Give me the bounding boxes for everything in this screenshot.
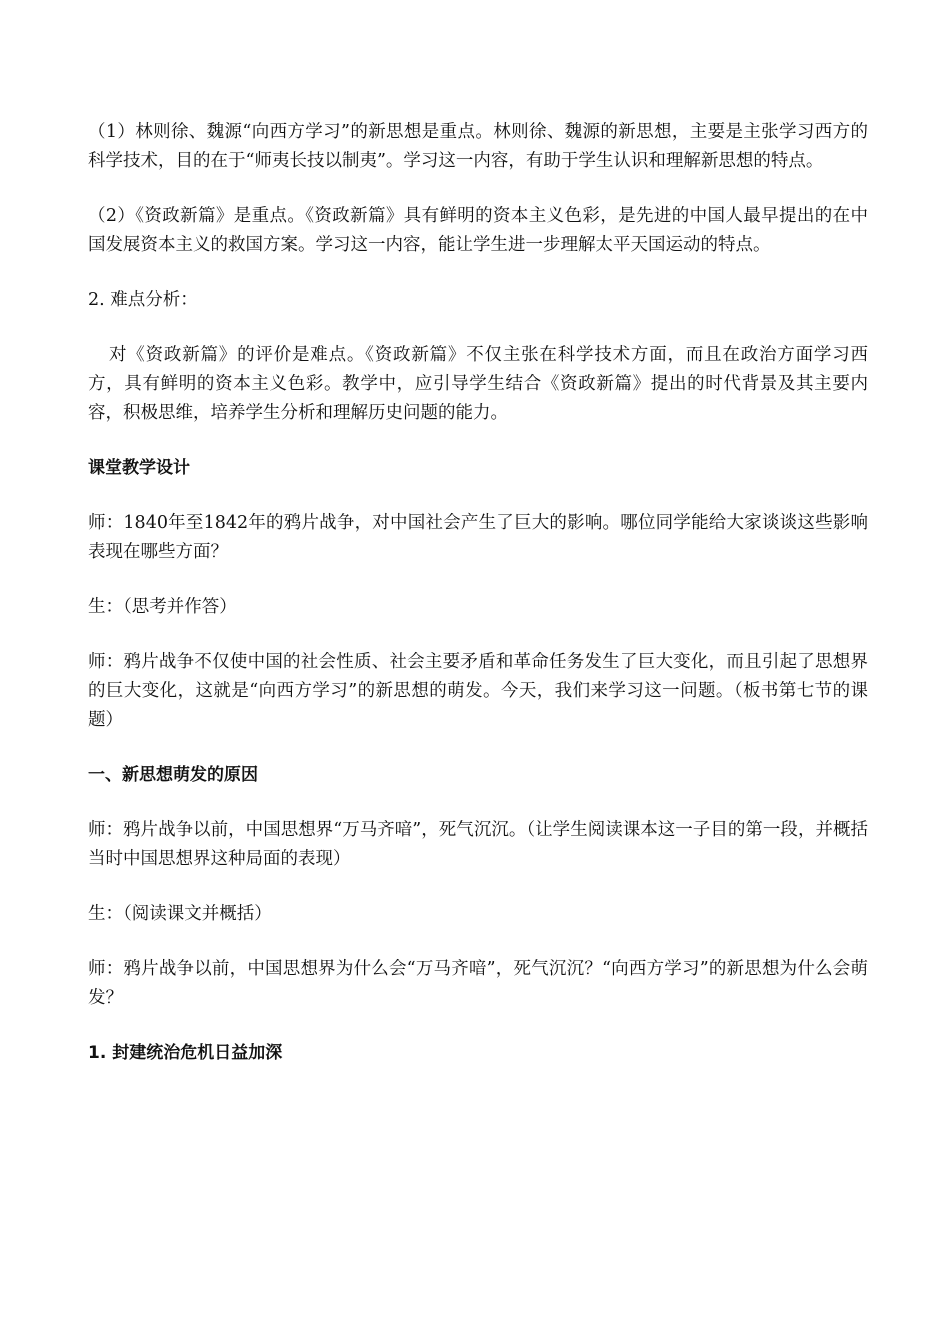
dialogue-student-2: 生：（阅读课文并概括） <box>88 904 272 924</box>
dialogue-teacher-1: 师：1840年至1842年的鸦片战争，对中国社会产生了巨大的影响。哪位同学能给大家谈谈这些影响表现在哪些方面？ <box>88 513 868 562</box>
subsection-heading-crisis: 1. 封建统治危机日益加深 <box>88 1043 283 1063</box>
difficulty-analysis-label: 2. 难点分析： <box>88 290 198 310</box>
paragraph-difficulty: 对《资政新篇》的评价是难点。《资政新篇》不仅主张在科学技术方面，而且在政治方面学习西方，具有鲜明的资本主义色彩。教学中，应引导学生结合《资政新篇》提出的时代背景及其主要内容，积极思维，培养学生分析和理解历史问题的能力。 <box>88 345 868 423</box>
paragraph-key-point-1: （1）林则徐、魏源“向西方学习”的新思想是重点。林则徐、魏源的新思想，主要是主张学习西方的科学技术，目的在于“师夷长技以制夷”。学习这一内容，有助于学生认识和理解新思想的特点。 <box>88 122 868 171</box>
document-page <box>88 118 868 1068</box>
dialogue-teacher-4: 师：鸦片战争以前，中国思想界为什么会“万马齐喑”，死气沉沉？“向西方学习”的新思想为什么会萌发？ <box>88 959 868 1008</box>
dialogue-student-1: 生：（思考并作答） <box>88 597 237 617</box>
dialogue-teacher-2: 师：鸦片战争不仅使中国的社会性质、社会主要矛盾和革命任务发生了巨大变化，而且引起了思想界的巨大变化，这就是“向西方学习”的新思想的萌发。今天，我们来学习这一问题。（板书第七节的课题） <box>88 652 868 730</box>
section-heading-classroom-design: 课堂教学设计 <box>88 458 190 478</box>
section-heading-origin: 一、新思想萌发的原因 <box>88 765 258 785</box>
paragraph-key-point-2: （2）《资政新篇》是重点。《资政新篇》具有鲜明的资本主义色彩，是先进的中国人最早提出的在中国发展资本主义的救国方案。学习这一内容，能让学生进一步理解太平天国运动的特点。 <box>88 206 868 255</box>
dialogue-teacher-3: 师：鸦片战争以前，中国思想界“万马齐喑”，死气沉沉。（让学生阅读课本这一子目的第一段，并概括当时中国思想界这种局面的表现） <box>88 820 868 869</box>
